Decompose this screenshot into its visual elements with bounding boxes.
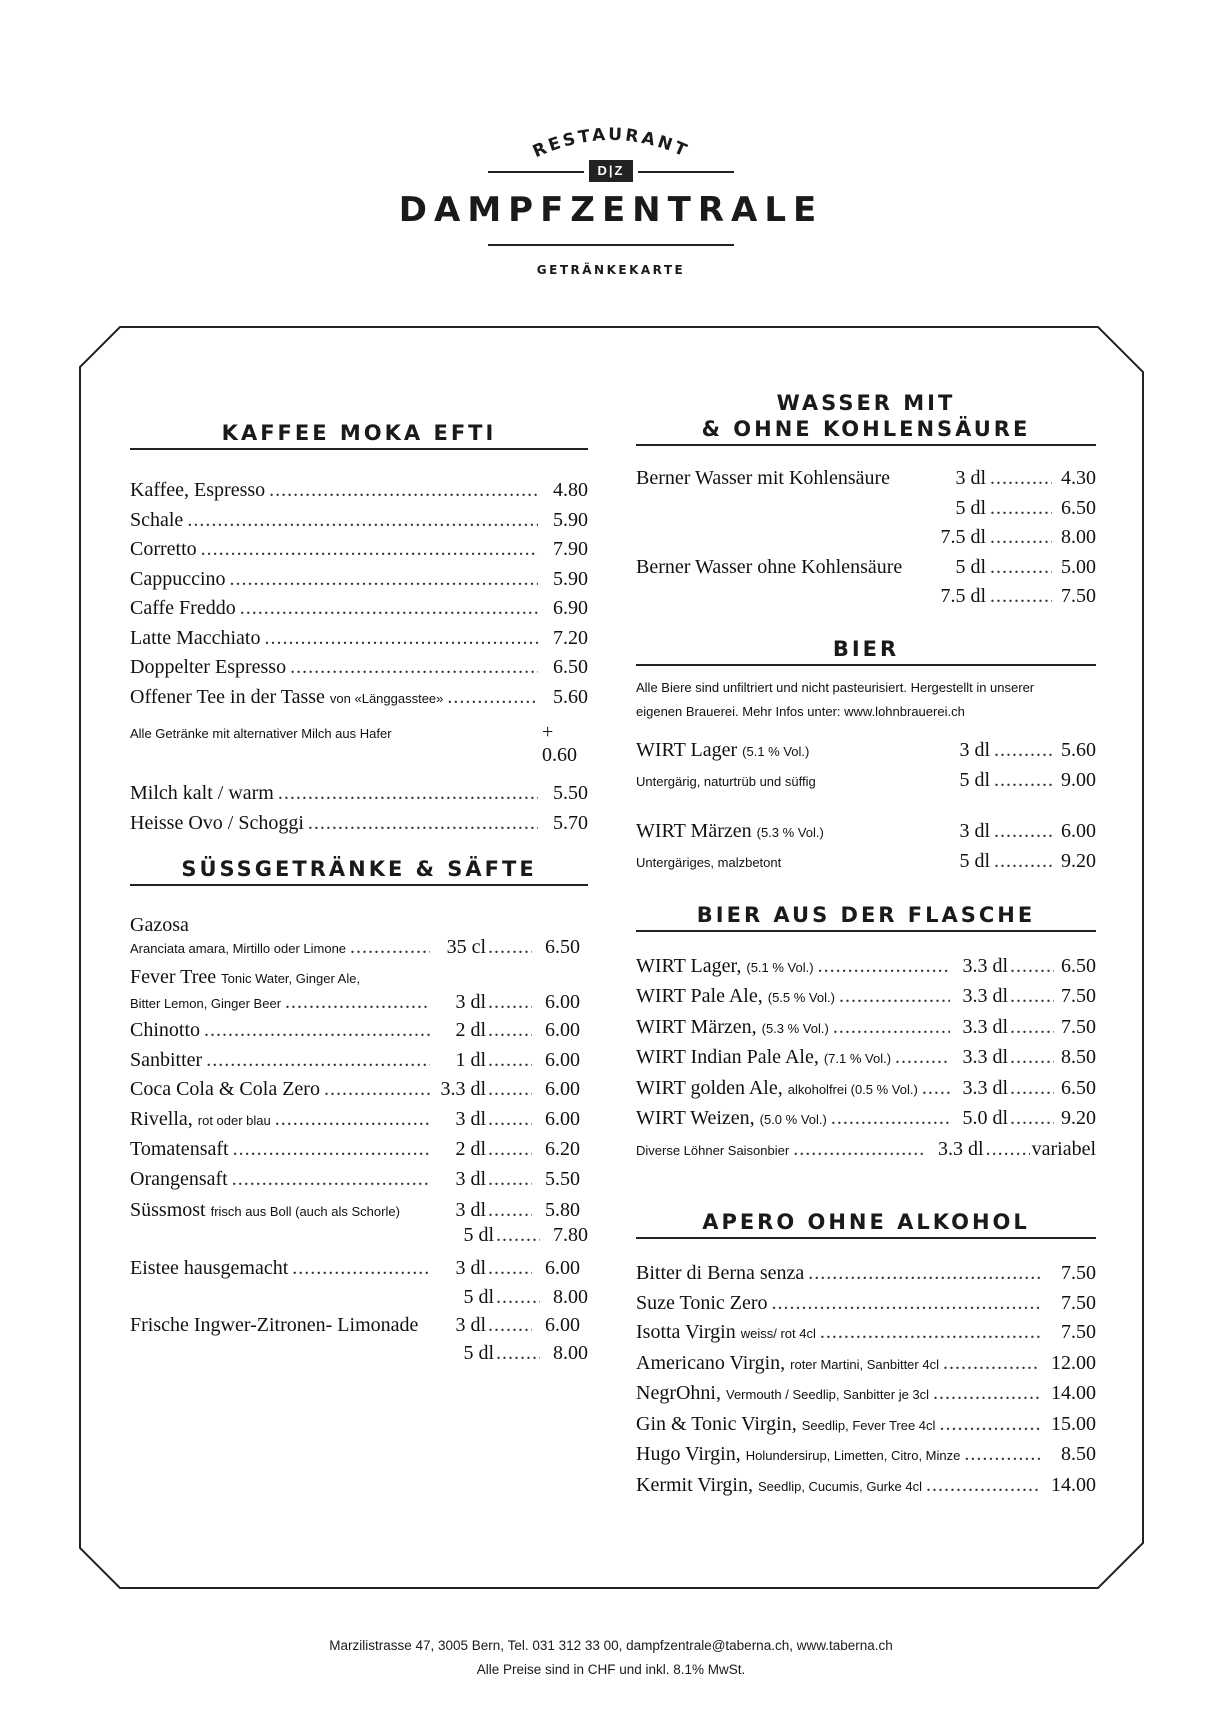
menu-item: Kermit Virgin, Seedlip, Cucumis, Gurke 4cl ..... 14.00 bbox=[636, 1471, 1096, 1502]
menu-item: 7.5 dl ..... 7.50 bbox=[636, 582, 1096, 612]
restaurant-name: DAMPFZENTRALE bbox=[398, 190, 824, 230]
menu-item: Cappuccino ..... 5.90 bbox=[130, 565, 588, 595]
menu-item: Offener Tee in der Tasse von «Länggasstee» ..... 5.60 bbox=[130, 683, 588, 714]
menu-item: Chinotto ..... 2 dl ..... 6.00 bbox=[130, 1016, 588, 1046]
apero-list bbox=[636, 1259, 1096, 1501]
menu-item: Hugo Virgin, Holundersirup, Limetten, Citro, Minze ..... 8.50 bbox=[636, 1440, 1096, 1471]
menu-item: Schale ..... 5.90 bbox=[130, 506, 588, 536]
menu-item-suessmost-large: 5 dl ..... 7.80 bbox=[130, 1224, 588, 1246]
section-title-suess: SÜSSGETRÄNKE & SÄFTE bbox=[130, 856, 588, 886]
logo-dz-badge: D|Z bbox=[589, 160, 633, 182]
menu-item: Untergäriges, malzbetont 5 dl ..... 9.20 bbox=[636, 847, 1096, 878]
menu-item: Americano Virgin, roter Martini, Sanbitter 4cl ..... 12.00 bbox=[636, 1349, 1096, 1380]
menu-item-ingwer: Frische Ingwer-Zitronen- Limonade 3 dl ..... 6.00 bbox=[130, 1311, 588, 1341]
menu-item: Gin & Tonic Virgin, Seedlip, Fever Tree 4cl ..... 15.00 bbox=[636, 1410, 1096, 1441]
menu-item: Coca Cola & Cola Zero ..... 3.3 dl ..... 6.00 bbox=[130, 1075, 588, 1105]
menu-item: Doppelter Espresso ..... 6.50 bbox=[130, 653, 588, 683]
menu-item: WIRT Lager (5.1 % Vol.) 3 dl ..... 5.60 bbox=[636, 736, 1096, 767]
suess-list bbox=[130, 914, 588, 1367]
menu-item: Untergärig, naturtrüb und süffig 5 dl ..... 9.00 bbox=[636, 766, 1096, 797]
menu-item: Rivella, rot oder blau ..... 3 dl ..... 6.00 bbox=[130, 1105, 588, 1136]
section-title-wasser: WASSER MIT & OHNE KOHLENSÄURE bbox=[636, 390, 1096, 446]
menu-item-eistee-large: 5 dl ..... 8.00 bbox=[130, 1284, 588, 1311]
menu-item: 7.5 dl ..... 8.00 bbox=[636, 523, 1096, 553]
footer-address: Marzilistrasse 47, 3005 Bern, Tel. 031 312 33 00, dampfzentrale@taberna.ch, www.taberna.ch bbox=[329, 1638, 893, 1653]
right-column bbox=[636, 390, 1096, 1501]
bier-intro: Alle Biere sind unfiltriert und nicht pasteurisiert. Hergestellt in unserer eigenen Brauerei. Mehr Infos unter: www.lohnbrauerei.ch bbox=[636, 679, 1035, 719]
menu-item: WIRT Indian Pale Ale, (7.1 % Vol.) ..... 3.3 dl ..... 8.50 bbox=[636, 1043, 1096, 1074]
milk-surcharge: Alle Getränke mit alternativer Milch aus Hafer + 0.60 bbox=[130, 721, 577, 766]
menu-item: Suze Tonic Zero ..... 7.50 bbox=[636, 1289, 1096, 1319]
menu-item: Corretto ..... 7.90 bbox=[130, 535, 588, 565]
menu-item: Diverse Löhner Saisonbier ..... 3.3 dl ..... variabel bbox=[636, 1135, 1096, 1166]
menu-item: Bitter di Berna senza ..... 7.50 bbox=[636, 1259, 1096, 1289]
menu-item: WIRT Märzen (5.3 % Vol.) 3 dl ..... 6.00 bbox=[636, 817, 1096, 848]
menu-item-gazosa: Gazosa Aranciata amara, Mirtillo oder Limone ..... 35 cl ..... 6.50 bbox=[130, 914, 588, 960]
menu-item: Isotta Virgin weiss/ rot 4cl ..... 7.50 bbox=[636, 1318, 1096, 1349]
menu-item: WIRT Märzen, (5.3 % Vol.) ..... 3.3 dl ..... 7.50 bbox=[636, 1013, 1096, 1044]
menu-item: Berner Wasser mit Kohlensäure 3 dl ..... 4.30 bbox=[636, 464, 1096, 494]
menu-item: Latte Macchiato ..... 7.20 bbox=[130, 624, 588, 654]
section-title-bier: BIER bbox=[636, 636, 1096, 666]
menu-item: WIRT Weizen, (5.0 % Vol.) ..... 5.0 dl ..... 9.20 bbox=[636, 1104, 1096, 1135]
section-title-kaffee: KAFFEE MOKA EFTI bbox=[130, 420, 588, 450]
menu-item: Orangensaft ..... 3 dl ..... 5.50 bbox=[130, 1165, 588, 1195]
flasche-list bbox=[636, 952, 1096, 1166]
menu-item: WIRT Lager, (5.1 % Vol.) ..... 3.3 dl ..... 6.50 bbox=[636, 952, 1096, 983]
section-title-apero: APERO OHNE ALKOHOL bbox=[636, 1209, 1096, 1239]
menu-item: Kaffee, Espresso ..... 4.80 bbox=[130, 476, 588, 506]
bier-list bbox=[636, 736, 1096, 878]
menu-item-eistee: Eistee hausgemacht ..... 3 dl ..... 6.00 bbox=[130, 1254, 588, 1284]
menu-item: Sanbitter ..... 1 dl ..... 6.00 bbox=[130, 1046, 588, 1076]
menu-item-fever-tree: Fever Tree Tonic Water, Ginger Ale, Bitter Lemon, Ginger Beer ..... 3 dl ..... 6.00 bbox=[130, 966, 588, 1016]
menu-item: Berner Wasser ohne Kohlensäure 5 dl ..... 5.00 bbox=[636, 553, 1096, 583]
menu-item: NegrOhni, Vermouth / Seedlip, Sanbitter je 3cl ..... 14.00 bbox=[636, 1379, 1096, 1410]
logo-restaurant-text: RESTAURANT bbox=[529, 124, 693, 162]
menu-item-suessmost: Süssmost frisch aus Boll (auch als Schorle) 3 dl ..... 5.80 bbox=[130, 1198, 588, 1224]
left-column bbox=[130, 390, 588, 1367]
menu-item: Caffe Freddo ..... 6.90 bbox=[130, 594, 588, 624]
menu-item: Tomatensaft ..... 2 dl ..... 6.20 bbox=[130, 1135, 588, 1165]
menu-item: WIRT Pale Ale, (5.5 % Vol.) ..... 3.3 dl ..... 7.50 bbox=[636, 982, 1096, 1013]
menu-item-ingwer-large: 5 dl ..... 8.00 bbox=[130, 1340, 588, 1367]
menu-item: 5 dl ..... 6.50 bbox=[636, 494, 1096, 524]
menu-item: Milch kalt / warm ..... 5.50 bbox=[130, 779, 588, 809]
menu-item: WIRT golden Ale, alkoholfrei (0.5 % Vol.) ..... 3.3 dl ..... 6.50 bbox=[636, 1074, 1096, 1105]
page-footer bbox=[0, 1634, 1222, 1682]
section-title-flasche: BIER AUS DER FLASCHE bbox=[636, 902, 1096, 932]
menu-subtitle: GETRÄNKEKARTE bbox=[536, 263, 686, 277]
wasser-list bbox=[636, 464, 1096, 612]
kaffee-list bbox=[130, 476, 588, 838]
menu-item: Heisse Ovo / Schoggi ..... 5.70 bbox=[130, 809, 588, 839]
footer-price-note: Alle Preise sind in CHF und inkl. 8.1% MwSt. bbox=[476, 1662, 746, 1677]
